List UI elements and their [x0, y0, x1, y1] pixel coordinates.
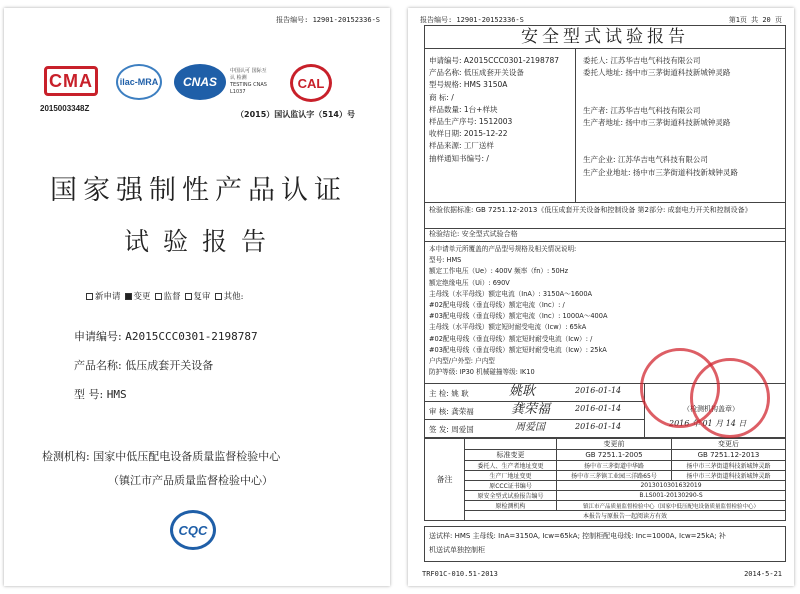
signer-row-issuer: 签 发: 周爱国 周爱国 2016-01-14 [425, 420, 645, 438]
signer-row-inspector: 主 检: 姚 耿 姚耿 2016-01-14 [425, 384, 645, 402]
cnas-logo: CNAS [174, 64, 226, 100]
table-row: 原检测机构 镇江市产品质量监督检验中心（国家中低压配电设备质量监督检验中心） [425, 501, 786, 511]
application-number-row: 申请编号: A2015CCC0301-2198787 [74, 330, 258, 343]
form-date: 2014-5-21 [744, 570, 782, 578]
stamp-date: 2016 年 01 月 14 日 [669, 419, 747, 428]
cal-number: （2015）国认监认字（514）号 [236, 110, 355, 119]
safety-test-report-page [408, 8, 794, 586]
stamp-note: （检测机构盖章） [683, 405, 739, 413]
spec-lines: 本申请单元所覆盖的产品型号规格及相关情况说明: 型号: HMS 额定工作电压（Ue）: 400V 频率（fn）: 50Hz 额定绝缘电压（Ui）: 690V 主母线（水平母线）额定电流（InA）: 3150A～1600A #02配电母线（垂直母线）额定电流（Inc）: / #03配电母线（垂直母线）额定电流（Inc）: 1000A～400A 主母线（水平母线）额定短时耐受电流（Icw）: 65kA #02配电母线（垂直母线）额定短时耐受电流（Icw）: / #03配电母线（垂直母线）额定短时耐受电流（Icw）: 25kA 户内型/户外型: 户内型 防护等级: IP30 机械碰撞等级: IK10 [429, 245, 608, 377]
cqc-logo: CQC [170, 510, 216, 550]
cma-logo: CMA [44, 66, 98, 96]
testing-lab-row: 检测机构: 国家中低压配电设备质量监督检验中心 [42, 450, 281, 463]
table-row: 生产厂地址变更 扬中市三茅镇工业园三洋路65号 扬中市三茅街道科技新城钟灵路 [425, 471, 786, 481]
standard-basis: 检验依据标准: GB 7251.12-2013《低压成套开关设备和控制设备 第2部分: 成套电力开关和控制设备》 [424, 203, 786, 229]
note-label: 备注 [425, 439, 465, 521]
checkbox-other: 其他: [211, 290, 244, 302]
table-row: 本报告与原报告一起阅读方有效 [425, 511, 786, 521]
report-number: 报告编号: 12901-20152336-S [420, 16, 524, 24]
page-number: 第1页 共 20 页 [728, 16, 782, 24]
report-number: 报告编号: 12901-20152336-S [276, 16, 380, 24]
cma-number: 2015003348Z [40, 104, 90, 113]
table-row: 标准变更 GB 7251.1-2005 GB 7251.12-2013 [425, 450, 786, 461]
lab-seal-stamp [690, 358, 770, 438]
change-table: 备注 变更前 变更后 标准变更 GB 7251.1-2005 GB 7251.12-2013 委托人、生产者地址变更 扬中市三茅街道中华路 扬中市三茅街道科技新城钟灵路 生产厂地址变更 扬中市三茅镇工业园三洋路65号 扬中市三茅街道科技新城钟灵路 原CCC证书编号 2013010301632019 原安全型式试验报告编号 B.LS001-20130290-S 原检测机构 镇江市产品质量监督检验中心（国家中低压配电设备质量监督检验中心） 本报告与原报告一起阅读方有效 [424, 438, 786, 521]
info-left-column: 申请编号: A2015CCC0301-2198787 产品名称: 低压成套开关设备 型号规格: HMS 3150A 商 标: / 样品数量: 1台+样块 样品生产序号: 1512003 收样日期: 2015-12-22 样品来源: 工厂送样 抽样通知书编号: / [429, 56, 560, 163]
checkbox-change: 变更 [121, 290, 151, 302]
report-title: 安全型式试验报告 [424, 25, 786, 49]
checkbox-new: 新申请 [82, 290, 121, 302]
form-code: TRF01C-010.51-2013 [422, 570, 498, 578]
page-title: 国家强制性产品认证 [50, 175, 347, 206]
product-name-row: 产品名称: 低压成套开关设备 [74, 359, 214, 372]
table-row: 原安全型式试验报告编号 B.LS001-20130290-S [425, 491, 786, 501]
info-block [424, 49, 786, 203]
model-row: 型 号: HMS [74, 388, 127, 401]
signer-row-reviewer: 审 核: 龚荣福 龚荣福 2016-01-14 [425, 402, 645, 420]
checkbox-review: 复审 [181, 290, 211, 302]
table-row: 原CCC证书编号 2013010301632019 [425, 481, 786, 491]
test-conclusion: 检验结论: 安全型式试验合格 [424, 229, 786, 242]
info-right-column: 委托人: 江苏华吉电气科技有限公司 委托人地址: 扬中市三茅街道科技新城钟灵路 生产者: 江苏华吉电气科技有限公司 生产者地址: 扬中市三茅街道科技新城钟灵路 生产企业: 江苏华吉电气科技有限公司 生产企业地址: 扬中市三茅街道科技新城钟灵路 [583, 56, 738, 177]
cal-logo: CAL [290, 64, 332, 102]
cnas-caption: 中国认可 国际互认 检测 TESTING CNAS L1037 [230, 68, 267, 95]
ilac-mra-logo: ilac-MRA [116, 64, 162, 100]
report-type-checkboxes [82, 290, 243, 302]
testing-lab-alt-name: （镇江市产品质量监督检验中心） [108, 474, 273, 487]
page-subtitle: 试验报告 [124, 227, 281, 256]
checkbox-supervise: 监督 [151, 290, 181, 302]
test-sample-note: 送试样: HMS 主母线: InA=3150A, Icw=65kA; 控制柜配电母线: Inc=1000A, Icw=25kA; 补 机送试单独控制柜 [424, 526, 786, 562]
table-row: 委托人、生产者地址变更 扬中市三茅街道中华路 扬中市三茅街道科技新城钟灵路 [425, 461, 786, 471]
certificate-cover-page [4, 8, 390, 586]
